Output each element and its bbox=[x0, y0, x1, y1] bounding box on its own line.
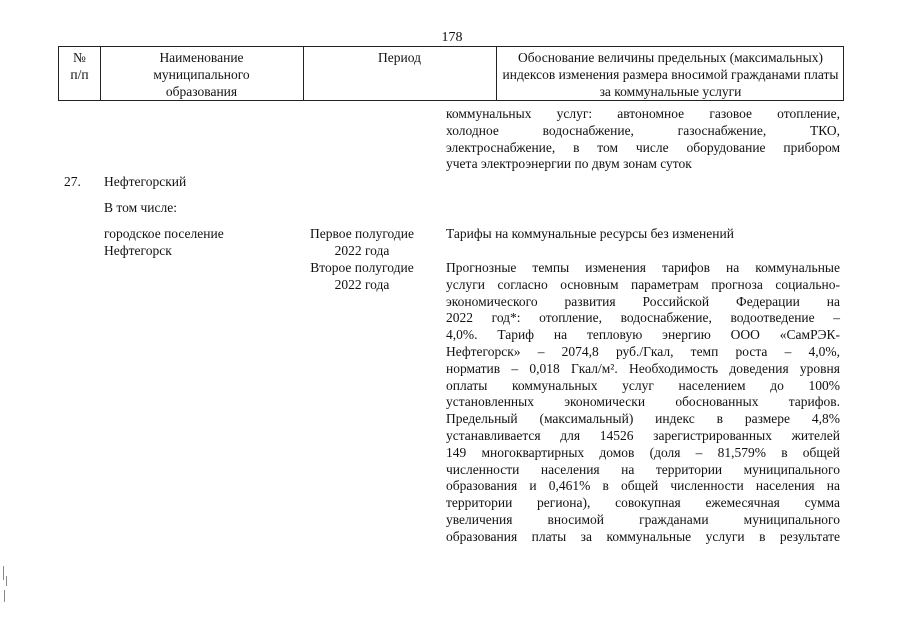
justification-line: 2022 год*: отопление, водоснабжение, водоотведение – bbox=[446, 310, 840, 326]
justification-line: увеличения вносимой гражданами муниципального bbox=[446, 511, 840, 527]
justification-line: территории региона), совокупная ежемесячная сумма bbox=[446, 495, 840, 511]
period-first-half bbox=[294, 226, 430, 260]
header-justification-line3: за коммунальные услуги bbox=[599, 84, 742, 99]
justification-line: численности населения на территории муниципального bbox=[446, 461, 840, 477]
header-justification-line1: Обоснование величины предельных (максимальных) bbox=[518, 50, 823, 65]
justification-line: Нефтегорск» – 2074,8 руб./Гкал, темп роста – 4,0%, bbox=[446, 343, 840, 359]
justification-line: образования платы за коммунальные услуги в результате bbox=[446, 528, 840, 544]
justification-line: образования и 0,461% в общей численности населения на bbox=[446, 478, 840, 494]
period-second-half bbox=[294, 260, 430, 294]
justification-line: Предельный (максимальный) индекс в размере 4,8% bbox=[446, 411, 840, 427]
continuation-line: учета электроэнергии по двум зонам суток bbox=[446, 156, 692, 172]
justification-line: установленных экономически обоснованных тарифов. bbox=[446, 394, 840, 410]
period2-line1: Второе полугодие bbox=[310, 260, 414, 275]
period1-line1: Первое полугодие bbox=[310, 226, 414, 241]
header-name-col bbox=[100, 47, 303, 100]
header-period-label: Период bbox=[378, 50, 421, 65]
table-header bbox=[58, 46, 844, 101]
justification-line: Прогнозные темпы изменения тарифов на коммунальные bbox=[446, 260, 840, 275]
header-name-line1: Наименование bbox=[159, 50, 244, 65]
justification-line: услуги согласно основным параметрам прогноза социально- bbox=[446, 276, 840, 292]
continuation-line: холодное водоснабжение, газоснабжение, ТКО, bbox=[446, 122, 840, 138]
header-name-line2: муниципального bbox=[153, 67, 250, 82]
period2-line2: 2022 года bbox=[334, 276, 390, 292]
header-justification-col bbox=[496, 47, 845, 100]
header-name-line3: образования bbox=[165, 84, 238, 99]
header-number-line1: № bbox=[73, 50, 86, 65]
header-number-col bbox=[59, 47, 100, 100]
justification-line: норматив – 0,018 Гкал/м². Необходимость доведения уровня bbox=[446, 360, 840, 376]
continuation-line: коммунальных услуг: автономное газовое отопление, bbox=[446, 106, 840, 121]
settlement-name bbox=[104, 226, 294, 260]
justification-line: оплаты коммунальных услуг населением до 100% bbox=[446, 377, 840, 393]
justification-first-half: Тарифы на коммунальные ресурсы без изменений bbox=[446, 226, 734, 241]
page-number: 178 bbox=[441, 30, 463, 45]
scan-artifact bbox=[2, 566, 10, 606]
continuation-text bbox=[446, 106, 840, 173]
including-label: В том числе: bbox=[104, 200, 177, 215]
justification-line: 149 многоквартирных домов (доля – 81,579% в общей bbox=[446, 444, 840, 460]
justification-line: экономического развития Российской Федерации на bbox=[446, 293, 840, 309]
row-number: 27. bbox=[64, 174, 81, 189]
justification-second-half bbox=[446, 260, 840, 546]
period1-line2: 2022 года bbox=[334, 242, 390, 258]
header-number-line2: п/п bbox=[70, 67, 89, 82]
continuation-line: электроснабжение, в том числе оборудование прибором bbox=[446, 139, 840, 155]
header-period-col bbox=[303, 47, 496, 100]
municipality-name: Нефтегорский bbox=[104, 174, 187, 189]
justification-line: устанавливается для 14526 зарегистрированных жителей bbox=[446, 427, 840, 443]
header-justification-line2: индексов изменения размера вносимой гражданами платы bbox=[502, 67, 839, 82]
settlement-name-line2: Нефтегорск bbox=[104, 242, 172, 258]
settlement-name-line1: городское поселение bbox=[104, 226, 224, 241]
justification-line: 4,0%. Тариф на тепловую энергию ООО «СамРЭК- bbox=[446, 327, 840, 343]
